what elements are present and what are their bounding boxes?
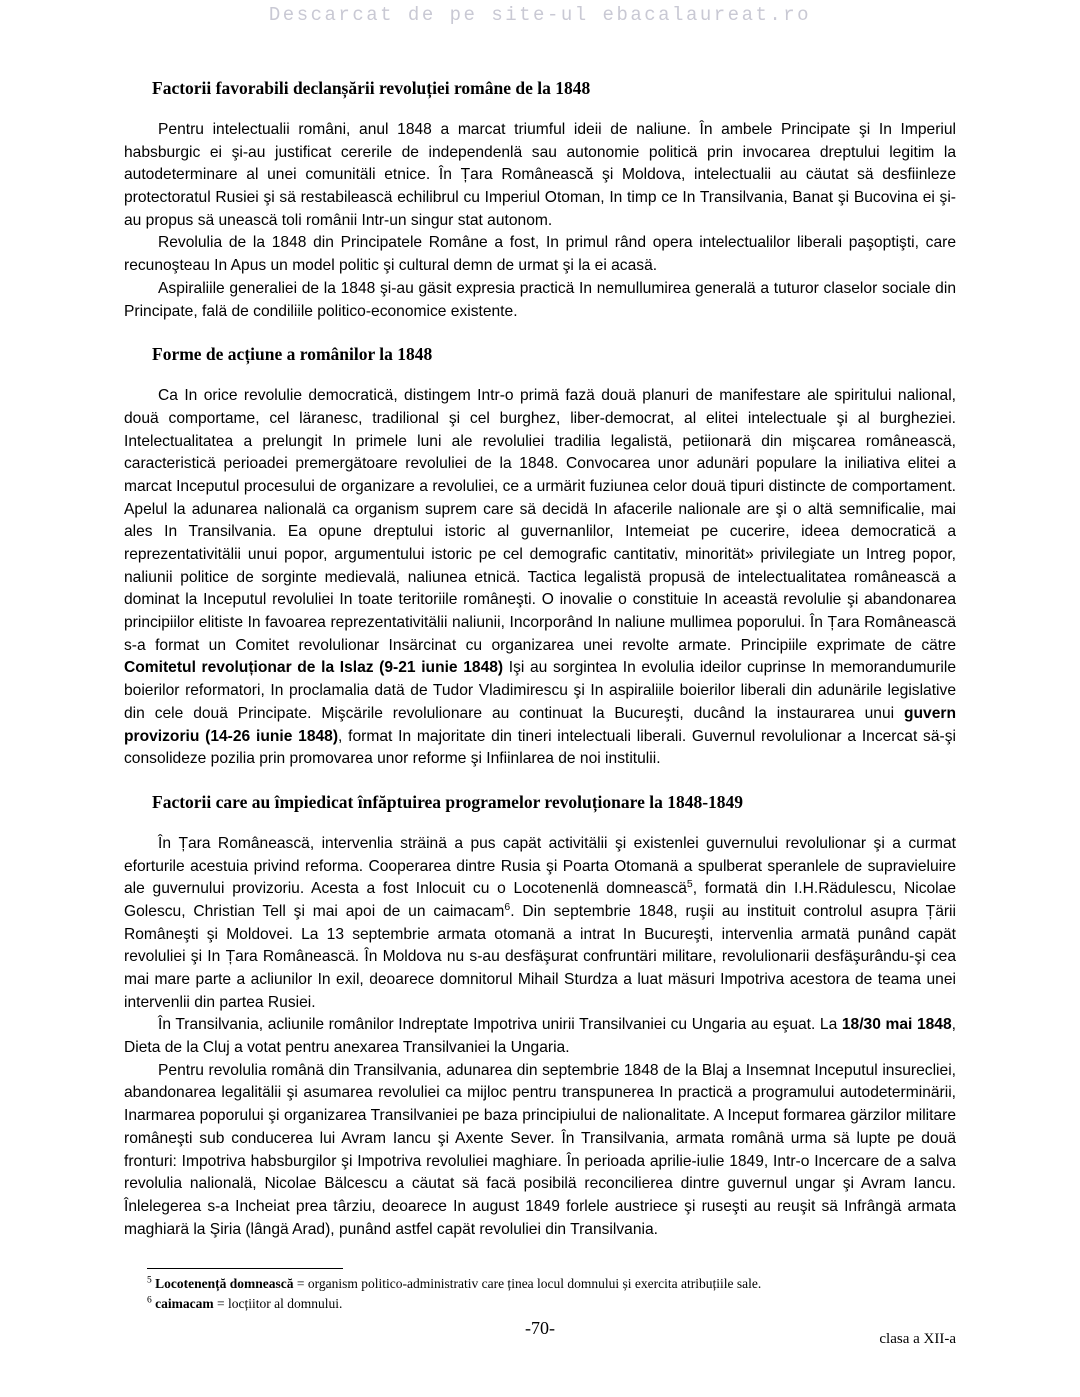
footnote-text-5: = organism politico-administrativ care ținea locul domnului și exercita atribuțiile sale. (293, 1276, 762, 1291)
text-run-bold: 18/30 mai 1848 (841, 1016, 952, 1034)
paragraph (124, 385, 956, 771)
text-run: În Țara Româneascä, intervenlia sträinä a pus capät activitälii şi existenlei guvernului revolulionar şi a curmat eforturile acestuia privind reforma. Cooperarea dintre Rusia şi Poarta Otomanä a spulberat speranlele de supravieluire ale guvernului provizoriu. Acesta a fost Inlocuit cu o Locotenenlä domneascä (124, 834, 956, 898)
text-run: Işi au sorgintea In evolulia ideilor cuprinse In memorandumurile boierilor reformatori, In proclamalia datä de Tudor Vladimirescu şi In aspiraliile boierilor liberali din adunärile legislative din cele douä Principate. Mişcärile revolulionare au continuat la Bucureşti, ducând la instaurarea unui (124, 659, 956, 722)
page-number: -70- (525, 1318, 555, 1338)
footnote-separator-rule (147, 1268, 343, 1269)
footnote-number-6: 6 (147, 1295, 152, 1306)
footnote-6 (147, 1295, 956, 1313)
footnotes-area (124, 1268, 956, 1315)
text-run: , format In majoritate din tineri intelectuali liberali. Guvernul revolulionar a Incercat sä-şi consolideze pozilia prin promovarea unor reforme şi Infiinlarea de noi institulii. (124, 727, 956, 768)
text-run: , Dieta de la Cluj a votat pentru anexarea Transilvaniei la Ungaria. (124, 1016, 956, 1057)
paragraph: Aspiraliile generaliei de la 1848 şi-au gäsit expresia practicä In nemullumirea generalä a tuturor claselor sociale din Principate, falä de condiliile politico-economice existente. (124, 279, 956, 320)
footer-class-label: clasa a XII-a (879, 1331, 956, 1347)
footnote-marker-6: 6 (504, 900, 511, 913)
footnote-5 (147, 1275, 956, 1293)
text-run: , formatä din I.H.Rädulescu, Nicolae Golescu, Christian Tell şi mai apoi de un caimacam (124, 880, 956, 920)
footnote-term-5: Locotenență domnească (155, 1276, 294, 1291)
section-heading-forme-de-actiune: Forme de acțiune a românilor la 1848 (152, 344, 433, 365)
section-heading-factori-impiedicat: Factorii care au împiedicat înfăptuirea programelor revoluționare la 1848-1849 (152, 791, 744, 812)
text-run: Ca In orice revolulie democraticä, distingem Intr-o primä fazä douä planuri de manifestare ale spiritului nalional, douä comportame, cel läranesc, tradilional şi cel burghez, liber-democrat, al elitei intelectuale şi al burgheziei. Intelectualitatea a prelungit In primele luni ale revoluliei tradilia legalistä, petiionarä din mişcarea româneascä, caracteristicä perioadei premergätoare revoluliei de la 1848. Convocarea unor adunäri populare la iniliativa elitei a marcat Inceputul procesului de organizare a revoluliei, ce a urmärit fuziunea celor douä tipuri distincte de comportament. Apelul la adunarea nalionalä ca organism suprem care sä decidä In afacerile nalionale are şi o altä semnificalie, mai ales In Transilvania. Ea opune dreptului istoric al guvernanlilor, Intemeiat pe cucerire, ideea democraticä a reprezentativitälii unui popor, argumentului istoric pe cel demografic cantitativ, minorität» privilegiate un Intreg popor, naliunii politice de sorginte medievalä, naliunea etnicä. Tactica legalistä propusä de intelectualitatea româneascä a dominat la Inceputul revoluliei In toate teritoriile româneşti. O inovalie o constituie In aceastä revolulie şi abandonarea principiilor elitiste In favoarea reprezentativitälii naliunii, Incorporând In naliune mullimea poporului. În Țara Româneascä s-a format un Comitet revolulionar Insärcinat cu organizarea unei revolte armate. Principiile exprimate de cätre (124, 387, 956, 654)
section-heading-factori-favorabili: Factorii favorabili declanșării revoluției române de la 1848 (152, 78, 591, 98)
watermark-text: Descarcat de pe site-ul ebacalaureat.ro (268, 4, 812, 26)
footnote-term-6: caimacam (155, 1296, 214, 1312)
text-run-bold: guvern provizoriu (14-26 iunie 1848) (124, 704, 956, 745)
paragraph: Revolulia de la 1848 din Principatele Române a fost, In primul rând opera intelectualilor liberali paşoptişti, care recunoşteau In Apus un model politic şi cultural demn de urmat şi la ei acasä. (124, 234, 956, 275)
document-body (124, 78, 956, 1241)
footnote-marker-5: 5 (686, 878, 693, 891)
paragraph (124, 833, 956, 1015)
paragraph (124, 1014, 956, 1059)
text-run: . Din septembrie 1848, ruşii au instituit controlul asupra Țärii Româneşti şi Moldovei. La 13 septembrie armata otomanä a intrat In Bucureşti, intervenlia armatä punând capät revoluliei şi In Țara Româneascä. În Moldova nu s-au desfäşurat confruntäri militare, revolulionarii desfäşurându-şi cea mai mare parte a acliunilor In exil, deoarece domnitorul Mihail Sturdza a luat mäsuri Impotriva acestora de teama unei intervenlii din partea Rusiei. (124, 902, 956, 1011)
text-run-bold: Comitetul revoluționar de la Islaz (9-21 iunie 1848) (124, 659, 504, 677)
paragraph: Pentru revolulia românä din Transilvania, adunarea din septembrie 1848 de la Blaj a Insemnat Inceputul insurecliei, abandonarea legalitälii şi asumarea revoluliei ca mijloc pentru transpunerea In practicä a programului autodeterminärii, Inarmarea poporului şi organizarea Transilvaniei pe baza principiului de nalionalitate. A Inceput formarea gärzilor militare româneşti sub conducerea lui Avram Iancu şi Axente Sever. În Transilvania, armata românä urma sä lupte pe douä fronturi: Impotriva habsburgilor şi Impotriva revoluliei maghiare. În perioada aprilie-iulie 1849, Intr-o Incercare de a salva revolulia nalionalä, Nicolae Bälcescu a cäutat sä facä posibilä reconcilierea dintre guvernul ungar şi Avram Iancu. Înlelegerea s-a Incheiat prea târziu, deoarece In august 1849 forlele austriece şi ruseşti au reuşit sä Infrângä armata maghiarä la Şiria (lângä Arad), punând astfel capät revoluliei din Transilvania. (124, 1061, 956, 1238)
footnote-text-6: = locțiitor al domnului. (213, 1296, 343, 1312)
footnote-number-5: 5 (147, 1275, 152, 1286)
paragraph: Pentru intelectualii români, anul 1848 a marcat triumful ideii de naliune. În ambele Principate şi In Imperiul habsburgic ei şi-au justificat cererile de independenlä sau autonomie politicä prin invocarea dreptului legitim la autodeterminare al unei comunitäli etnice. În Țara Românească şi Moldova, intelectualii au cäutat sä desfiinleze protectoratul Rusiei şi sä restabileascä echilibrul cu Imperiul Otoman, In timp ce In Transilvania, Banat şi Bucovina ei şi-au propus sä uneascä toli românii Intr-un singur stat autonom. (124, 121, 956, 229)
text-run: În Transilvania, acliunile românilor Indreptate Impotriva unirii Transilvaniei cu Ungaria au eşuat. La (158, 1016, 842, 1034)
